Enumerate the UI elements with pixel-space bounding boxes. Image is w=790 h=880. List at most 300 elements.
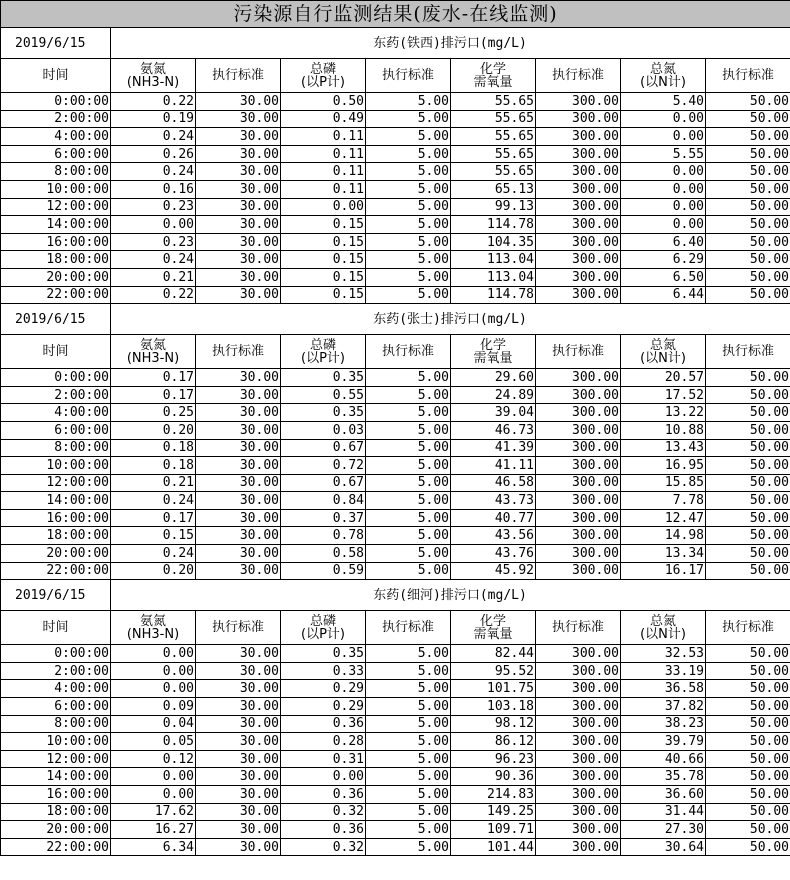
column-header-line: 执行标准 — [722, 620, 775, 636]
table-row — [1, 251, 790, 269]
cell-cod-standard: 300.00 — [536, 439, 621, 457]
cell-cod-standard: 300.00 — [536, 286, 621, 304]
column-header-line: 需氧量 — [473, 350, 513, 366]
cell-total-phosphorus: 0.11 — [281, 145, 366, 163]
cell-cod-standard: 300.00 — [536, 562, 621, 580]
table-row — [1, 268, 790, 286]
cell-total-nitrogen: 13.22 — [621, 404, 706, 422]
cell-phosphorus-standard: 5.00 — [366, 404, 451, 422]
cell-nitrogen-standard: 50.00 — [706, 457, 790, 475]
cell-total-nitrogen: 6.44 — [621, 286, 706, 304]
column-header-line: (以P计) — [301, 350, 345, 366]
cell-cod-standard: 300.00 — [536, 838, 621, 856]
column-header-line: (NH3-N) — [126, 350, 180, 366]
cell-total-nitrogen: 12.47 — [621, 509, 706, 527]
cell-time: 20:00:00 — [1, 821, 111, 839]
cell-total-nitrogen: 40.66 — [621, 750, 706, 768]
cell-nitrogen-standard: 50.00 — [706, 110, 790, 128]
cell-ammonia-standard: 30.00 — [196, 286, 281, 304]
column-header-line: 执行标准 — [381, 620, 434, 636]
cell-cod: 29.60 — [451, 369, 536, 387]
cell-nitrogen-standard: 50.00 — [706, 233, 790, 251]
title-row — [1, 1, 790, 28]
cell-cod-standard: 300.00 — [536, 163, 621, 181]
cell-total-nitrogen: 36.60 — [621, 786, 706, 804]
cell-nitrogen-standard: 50.00 — [706, 439, 790, 457]
cell-nitrogen-standard: 50.00 — [706, 662, 790, 680]
cell-phosphorus-standard: 5.00 — [366, 180, 451, 198]
cell-cod: 46.58 — [451, 474, 536, 492]
table-row — [1, 545, 790, 563]
cell-total-phosphorus: 0.15 — [281, 233, 366, 251]
column-header-line: (NH3-N) — [126, 74, 180, 90]
cell-total-nitrogen: 16.17 — [621, 562, 706, 580]
cell-total-nitrogen: 20.57 — [621, 369, 706, 387]
cell-ammonia-standard: 30.00 — [196, 803, 281, 821]
cell-ammonia-nitrogen: 0.17 — [111, 369, 196, 387]
cell-cod: 114.78 — [451, 286, 536, 304]
cell-time: 16:00:00 — [1, 786, 111, 804]
cell-phosphorus-standard: 5.00 — [366, 750, 451, 768]
cell-total-phosphorus: 0.11 — [281, 128, 366, 146]
cell-phosphorus-standard: 5.00 — [366, 268, 451, 286]
cell-cod: 65.13 — [451, 180, 536, 198]
cell-ammonia-nitrogen: 0.17 — [111, 509, 196, 527]
column-header-ammonia-nitrogen — [111, 335, 196, 369]
cell-ammonia-nitrogen: 0.00 — [111, 216, 196, 234]
cell-cod: 55.65 — [451, 145, 536, 163]
cell-nitrogen-standard: 50.00 — [706, 545, 790, 563]
column-header-phosphorus-standard — [366, 611, 451, 645]
column-header-nitrogen-standard — [706, 335, 790, 369]
cell-cod: 98.12 — [451, 715, 536, 733]
column-header-phosphorus-standard — [366, 59, 451, 93]
cell-total-nitrogen: 37.82 — [621, 698, 706, 716]
cell-cod: 41.11 — [451, 457, 536, 475]
cell-phosphorus-standard: 5.00 — [366, 439, 451, 457]
cell-phosphorus-standard: 5.00 — [366, 474, 451, 492]
cell-time: 18:00:00 — [1, 527, 111, 545]
cell-ammonia-nitrogen: 0.12 — [111, 750, 196, 768]
cell-time: 6:00:00 — [1, 698, 111, 716]
column-header-line: (NH3-N) — [126, 626, 180, 642]
cell-phosphorus-standard: 5.00 — [366, 369, 451, 387]
cell-cod-standard: 300.00 — [536, 128, 621, 146]
table-row — [1, 404, 790, 422]
cell-cod: 101.44 — [451, 838, 536, 856]
column-header-line: 执行标准 — [551, 68, 604, 83]
cell-nitrogen-standard: 50.00 — [706, 286, 790, 304]
cell-total-phosphorus: 0.29 — [281, 698, 366, 716]
cell-time: 6:00:00 — [1, 145, 111, 163]
cell-total-nitrogen: 0.00 — [621, 128, 706, 146]
column-header-line: (以P计) — [301, 74, 345, 90]
cell-phosphorus-standard: 5.00 — [366, 838, 451, 856]
cell-ammonia-nitrogen: 0.16 — [111, 180, 196, 198]
cell-ammonia-standard: 30.00 — [196, 198, 281, 216]
cell-ammonia-standard: 30.00 — [196, 838, 281, 856]
cell-phosphorus-standard: 5.00 — [366, 492, 451, 510]
cell-nitrogen-standard: 50.00 — [706, 492, 790, 510]
cell-cod: 40.77 — [451, 509, 536, 527]
column-header-line: 总磷 — [309, 337, 336, 353]
cell-ammonia-standard: 30.00 — [196, 369, 281, 387]
cell-cod-standard: 300.00 — [536, 404, 621, 422]
cell-ammonia-nitrogen: 0.23 — [111, 198, 196, 216]
cell-cod-standard: 300.00 — [536, 180, 621, 198]
section-header-row — [1, 304, 790, 335]
column-header-line: (以N计) — [640, 350, 686, 366]
cell-ammonia-standard: 30.00 — [196, 715, 281, 733]
cell-ammonia-nitrogen: 0.24 — [111, 163, 196, 181]
cell-cod-standard: 300.00 — [536, 110, 621, 128]
cell-nitrogen-standard: 50.00 — [706, 768, 790, 786]
column-header-nitrogen-standard — [706, 611, 790, 645]
cell-total-phosphorus: 0.36 — [281, 786, 366, 804]
cell-total-phosphorus: 0.11 — [281, 180, 366, 198]
column-header-cod — [451, 611, 536, 645]
cell-total-phosphorus: 0.15 — [281, 251, 366, 269]
cell-phosphorus-standard: 5.00 — [366, 733, 451, 751]
table-row — [1, 803, 790, 821]
table-row — [1, 216, 790, 234]
column-header-ammonia-standard — [196, 611, 281, 645]
cell-cod-standard: 300.00 — [536, 698, 621, 716]
cell-cod: 82.44 — [451, 645, 536, 663]
column-header-cod-standard — [536, 611, 621, 645]
cell-ammonia-nitrogen: 0.18 — [111, 457, 196, 475]
cell-cod: 39.04 — [451, 404, 536, 422]
cell-total-phosphorus: 0.11 — [281, 163, 366, 181]
cell-cod-standard: 300.00 — [536, 662, 621, 680]
cell-time: 4:00:00 — [1, 680, 111, 698]
table-row — [1, 768, 790, 786]
cell-phosphorus-standard: 5.00 — [366, 715, 451, 733]
cell-phosphorus-standard: 5.00 — [366, 698, 451, 716]
cell-cod: 90.36 — [451, 768, 536, 786]
table-row — [1, 286, 790, 304]
table-row — [1, 562, 790, 580]
cell-ammonia-standard: 30.00 — [196, 733, 281, 751]
table-row — [1, 821, 790, 839]
column-header-line: 执行标准 — [211, 344, 264, 360]
cell-cod: 55.65 — [451, 110, 536, 128]
cell-ammonia-standard: 30.00 — [196, 216, 281, 234]
section-date: 2019/6/15 — [1, 28, 111, 59]
cell-cod: 95.52 — [451, 662, 536, 680]
cell-total-nitrogen: 10.88 — [621, 421, 706, 439]
cell-phosphorus-standard: 5.00 — [366, 110, 451, 128]
cell-time: 10:00:00 — [1, 733, 111, 751]
column-header-nitrogen-standard — [706, 59, 790, 93]
cell-ammonia-standard: 30.00 — [196, 645, 281, 663]
table-row — [1, 145, 790, 163]
cell-time: 10:00:00 — [1, 180, 111, 198]
column-header-line: 执行标准 — [722, 344, 775, 360]
cell-cod: 46.73 — [451, 421, 536, 439]
column-header-line: 化学 — [479, 337, 506, 353]
cell-cod: 55.65 — [451, 93, 536, 111]
cell-ammonia-nitrogen: 0.24 — [111, 128, 196, 146]
section-date: 2019/6/15 — [1, 304, 111, 335]
cell-phosphorus-standard: 5.00 — [366, 509, 451, 527]
column-header-line: 化学 — [479, 613, 506, 629]
cell-nitrogen-standard: 50.00 — [706, 527, 790, 545]
column-header-line: 总氮 — [649, 613, 676, 629]
column-header-line: 总磷 — [309, 61, 336, 77]
cell-time: 12:00:00 — [1, 750, 111, 768]
cell-cod-standard: 300.00 — [536, 715, 621, 733]
cell-cod-standard: 300.00 — [536, 680, 621, 698]
cell-phosphorus-standard: 5.00 — [366, 145, 451, 163]
column-header-line: 需氧量 — [473, 74, 513, 90]
outlet-title: 东药(铁西)排污口(mg/L) — [111, 28, 790, 59]
table-row — [1, 492, 790, 510]
cell-ammonia-nitrogen: 0.22 — [111, 93, 196, 111]
cell-ammonia-standard: 30.00 — [196, 93, 281, 111]
column-header-phosphorus-standard — [366, 335, 451, 369]
cell-total-phosphorus: 0.31 — [281, 750, 366, 768]
cell-time: 2:00:00 — [1, 662, 111, 680]
cell-ammonia-nitrogen: 0.24 — [111, 251, 196, 269]
column-header-total-nitrogen — [621, 59, 706, 93]
cell-nitrogen-standard: 50.00 — [706, 715, 790, 733]
cell-ammonia-standard: 30.00 — [196, 233, 281, 251]
cell-ammonia-nitrogen: 0.21 — [111, 474, 196, 492]
table-row — [1, 163, 790, 181]
cell-total-phosphorus: 0.15 — [281, 268, 366, 286]
cell-nitrogen-standard: 50.00 — [706, 786, 790, 804]
cell-nitrogen-standard: 50.00 — [706, 93, 790, 111]
cell-phosphorus-standard: 5.00 — [366, 198, 451, 216]
cell-phosphorus-standard: 5.00 — [366, 768, 451, 786]
cell-total-nitrogen: 0.00 — [621, 180, 706, 198]
table-row — [1, 128, 790, 146]
cell-total-nitrogen: 32.53 — [621, 645, 706, 663]
cell-total-nitrogen: 13.34 — [621, 545, 706, 563]
table-row — [1, 662, 790, 680]
cell-nitrogen-standard: 50.00 — [706, 216, 790, 234]
column-header-row — [1, 59, 790, 93]
outlet-title: 东药(张士)排污口(mg/L) — [111, 304, 790, 335]
cell-cod: 109.71 — [451, 821, 536, 839]
column-header-line: 化学 — [479, 61, 506, 77]
cell-nitrogen-standard: 50.00 — [706, 404, 790, 422]
column-header-total-phosphorus — [281, 335, 366, 369]
cell-phosphorus-standard: 5.00 — [366, 286, 451, 304]
cell-total-nitrogen: 15.85 — [621, 474, 706, 492]
cell-total-phosphorus: 0.49 — [281, 110, 366, 128]
cell-time: 18:00:00 — [1, 251, 111, 269]
cell-total-nitrogen: 0.00 — [621, 110, 706, 128]
cell-total-nitrogen: 6.29 — [621, 251, 706, 269]
cell-total-nitrogen: 5.55 — [621, 145, 706, 163]
cell-ammonia-nitrogen: 0.00 — [111, 768, 196, 786]
cell-ammonia-standard: 30.00 — [196, 474, 281, 492]
cell-ammonia-nitrogen: 0.25 — [111, 404, 196, 422]
table-row — [1, 110, 790, 128]
cell-total-phosphorus: 0.35 — [281, 369, 366, 387]
section-header-row — [1, 580, 790, 611]
table-row — [1, 474, 790, 492]
cell-total-phosphorus: 0.59 — [281, 562, 366, 580]
cell-total-phosphorus: 0.72 — [281, 457, 366, 475]
column-header-ammonia-nitrogen — [111, 59, 196, 93]
cell-total-nitrogen: 38.23 — [621, 715, 706, 733]
cell-phosphorus-standard: 5.00 — [366, 662, 451, 680]
column-header-line: 总磷 — [309, 613, 336, 629]
outlet-title: 东药(细河)排污口(mg/L) — [111, 580, 790, 611]
column-header-line: 执行标准 — [551, 620, 604, 636]
column-header-total-nitrogen — [621, 611, 706, 645]
cell-phosphorus-standard: 5.00 — [366, 163, 451, 181]
table-row — [1, 457, 790, 475]
column-header-line: 氨氮 — [139, 337, 166, 353]
cell-nitrogen-standard: 50.00 — [706, 163, 790, 181]
cell-time: 4:00:00 — [1, 128, 111, 146]
cell-total-phosphorus: 0.37 — [281, 509, 366, 527]
cell-time: 14:00:00 — [1, 492, 111, 510]
column-header-line: 执行标准 — [381, 68, 434, 83]
cell-cod-standard: 300.00 — [536, 527, 621, 545]
column-header-cod-standard — [536, 335, 621, 369]
table-row — [1, 198, 790, 216]
cell-total-phosphorus: 0.03 — [281, 421, 366, 439]
cell-phosphorus-standard: 5.00 — [366, 386, 451, 404]
cell-nitrogen-standard: 50.00 — [706, 645, 790, 663]
cell-time: 2:00:00 — [1, 386, 111, 404]
column-header-cod-standard — [536, 59, 621, 93]
cell-ammonia-nitrogen: 0.26 — [111, 145, 196, 163]
cell-phosphorus-standard: 5.00 — [366, 216, 451, 234]
cell-phosphorus-standard: 5.00 — [366, 645, 451, 663]
column-header-line: 时间 — [42, 344, 69, 360]
table-row — [1, 786, 790, 804]
cell-cod: 45.92 — [451, 562, 536, 580]
cell-time: 20:00:00 — [1, 545, 111, 563]
cell-cod-standard: 300.00 — [536, 216, 621, 234]
cell-cod: 114.78 — [451, 216, 536, 234]
table-row — [1, 369, 790, 387]
cell-total-phosphorus: 0.67 — [281, 474, 366, 492]
cell-total-nitrogen: 27.30 — [621, 821, 706, 839]
cell-cod-standard: 300.00 — [536, 386, 621, 404]
cell-nitrogen-standard: 50.00 — [706, 562, 790, 580]
cell-total-phosphorus: 0.33 — [281, 662, 366, 680]
cell-ammonia-standard: 30.00 — [196, 386, 281, 404]
cell-ammonia-nitrogen: 0.20 — [111, 421, 196, 439]
cell-cod: 55.65 — [451, 163, 536, 181]
cell-nitrogen-standard: 50.00 — [706, 251, 790, 269]
cell-total-nitrogen: 13.43 — [621, 439, 706, 457]
table-row — [1, 421, 790, 439]
cell-cod-standard: 300.00 — [536, 268, 621, 286]
cell-ammonia-standard: 30.00 — [196, 786, 281, 804]
cell-time: 4:00:00 — [1, 404, 111, 422]
cell-time: 0:00:00 — [1, 93, 111, 111]
column-header-line: 时间 — [42, 68, 69, 83]
cell-phosphorus-standard: 5.00 — [366, 821, 451, 839]
section-header-row — [1, 28, 790, 59]
column-header-line: 氨氮 — [139, 613, 166, 629]
cell-nitrogen-standard: 50.00 — [706, 268, 790, 286]
cell-phosphorus-standard: 5.00 — [366, 680, 451, 698]
cell-total-phosphorus: 0.32 — [281, 803, 366, 821]
cell-cod: 113.04 — [451, 251, 536, 269]
cell-ammonia-standard: 30.00 — [196, 768, 281, 786]
cell-ammonia-standard: 30.00 — [196, 404, 281, 422]
table-row — [1, 750, 790, 768]
column-header-total-nitrogen — [621, 335, 706, 369]
cell-nitrogen-standard: 50.00 — [706, 838, 790, 856]
cell-ammonia-standard: 30.00 — [196, 180, 281, 198]
cell-ammonia-nitrogen: 0.18 — [111, 439, 196, 457]
cell-total-nitrogen: 17.52 — [621, 386, 706, 404]
cell-nitrogen-standard: 50.00 — [706, 145, 790, 163]
cell-cod-standard: 300.00 — [536, 768, 621, 786]
cell-time: 14:00:00 — [1, 216, 111, 234]
column-header-line: 总氮 — [649, 61, 676, 77]
cell-ammonia-standard: 30.00 — [196, 562, 281, 580]
cell-ammonia-standard: 30.00 — [196, 268, 281, 286]
column-header-line: 执行标准 — [211, 68, 264, 83]
cell-cod: 55.65 — [451, 128, 536, 146]
column-header-line: (以N计) — [640, 626, 686, 642]
cell-cod-standard: 300.00 — [536, 251, 621, 269]
cell-cod: 96.23 — [451, 750, 536, 768]
cell-time: 16:00:00 — [1, 509, 111, 527]
cell-total-phosphorus: 0.00 — [281, 768, 366, 786]
column-header-line: (以N计) — [640, 74, 686, 90]
cell-ammonia-standard: 30.00 — [196, 492, 281, 510]
cell-cod: 99.13 — [451, 198, 536, 216]
cell-total-phosphorus: 0.67 — [281, 439, 366, 457]
cell-total-phosphorus: 0.32 — [281, 838, 366, 856]
cell-phosphorus-standard: 5.00 — [366, 251, 451, 269]
cell-time: 22:00:00 — [1, 286, 111, 304]
column-header-row — [1, 335, 790, 369]
cell-cod: 43.73 — [451, 492, 536, 510]
cell-cod-standard: 300.00 — [536, 803, 621, 821]
cell-phosphorus-standard: 5.00 — [366, 233, 451, 251]
cell-nitrogen-standard: 50.00 — [706, 509, 790, 527]
cell-cod: 101.75 — [451, 680, 536, 698]
column-header-time — [1, 59, 111, 93]
cell-time: 22:00:00 — [1, 562, 111, 580]
column-header-line: 执行标准 — [211, 620, 264, 636]
table-row — [1, 527, 790, 545]
cell-total-nitrogen: 31.44 — [621, 803, 706, 821]
cell-nitrogen-standard: 50.00 — [706, 821, 790, 839]
cell-time: 6:00:00 — [1, 421, 111, 439]
column-header-total-phosphorus — [281, 59, 366, 93]
cell-total-phosphorus: 0.35 — [281, 404, 366, 422]
cell-nitrogen-standard: 50.00 — [706, 733, 790, 751]
table-body — [1, 1, 790, 856]
cell-total-phosphorus: 0.35 — [281, 645, 366, 663]
cell-ammonia-standard: 30.00 — [196, 680, 281, 698]
cell-total-nitrogen: 14.98 — [621, 527, 706, 545]
cell-total-nitrogen: 16.95 — [621, 457, 706, 475]
cell-nitrogen-standard: 50.00 — [706, 698, 790, 716]
cell-time: 8:00:00 — [1, 715, 111, 733]
cell-total-nitrogen: 6.50 — [621, 268, 706, 286]
column-header-line: 氨氮 — [139, 61, 166, 77]
cell-ammonia-standard: 30.00 — [196, 457, 281, 475]
cell-cod: 41.39 — [451, 439, 536, 457]
cell-ammonia-nitrogen: 0.00 — [111, 680, 196, 698]
cell-nitrogen-standard: 50.00 — [706, 474, 790, 492]
